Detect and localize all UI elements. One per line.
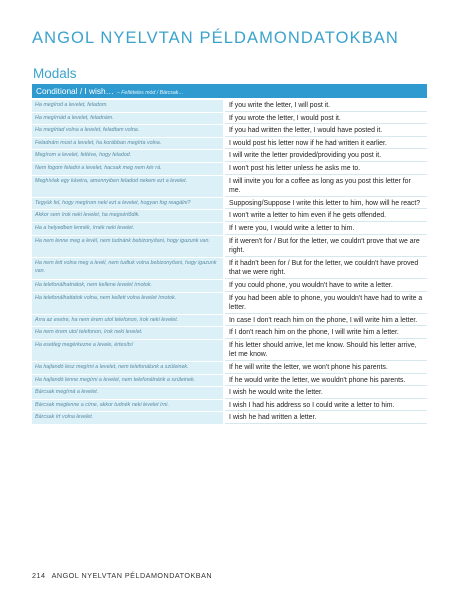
hungarian-sentence: Tegyük fel, hogy megírom neki ezt a levelet, hogyan fog reagálni? <box>32 198 223 210</box>
table-row <box>32 113 427 125</box>
hungarian-sentence: Bárcsak meglenne a címe, akkor tudnék neki levelet írni. <box>32 400 223 412</box>
table-row <box>32 176 427 197</box>
hungarian-sentence: Ha megírtad volna a levelet, feladtam volna. <box>32 125 223 137</box>
hungarian-sentence: Ha megírnád a levelet, feladnám. <box>32 113 223 125</box>
english-sentence: In case I don't reach him on the phone, I will write him a letter. <box>225 315 427 327</box>
example-table <box>32 84 427 425</box>
hungarian-sentence: Nem fogom feladni a levelet, hacsak meg nem kér rá. <box>32 163 223 175</box>
english-sentence: If you had written the letter, I would have posted it. <box>225 125 427 137</box>
hungarian-sentence: Bárcsak írt volna levelet. <box>32 412 223 424</box>
table-row <box>32 100 427 112</box>
table-row <box>32 150 427 162</box>
english-sentence: I wish he would write the letter. <box>225 387 427 399</box>
table-row <box>32 412 427 424</box>
table-row <box>32 340 427 361</box>
table-header-subtitle: – Feltételes mód / Bárcsak… <box>116 90 184 96</box>
english-sentence: I will invite you for a coffee as long as you post this letter for me. <box>225 176 427 197</box>
table-row <box>32 375 427 387</box>
english-sentence: I won't write a letter to him even if he gets offended. <box>225 210 427 222</box>
table-row <box>32 210 427 222</box>
english-sentence: I won't post his letter unless he asks me to. <box>225 163 427 175</box>
page-title: ANGOL NYELVTAN PÉLDAMONDATOKBAN <box>32 29 399 47</box>
table-row <box>32 293 427 314</box>
table-row <box>32 236 427 257</box>
page-footer <box>32 571 212 580</box>
table-body <box>32 100 427 424</box>
table-row <box>32 258 427 279</box>
hungarian-sentence: Ha telefonálhattatok volna, nem kellett volna levelet írnotok. <box>32 293 223 314</box>
hungarian-sentence: Arra az esetre, ha nem érem utol telefonon, írok neki levelet. <box>32 315 223 327</box>
english-sentence: If you write the letter, I will post it. <box>225 100 427 112</box>
hungarian-sentence: Feladnám most a levelet, ha korábban megírta volna. <box>32 138 223 150</box>
hungarian-sentence: Ha esetleg megérkezne a levele, értesíts! <box>32 340 223 361</box>
table-row <box>32 400 427 412</box>
english-sentence: I will write the letter provided/providing you post it. <box>225 150 427 162</box>
table-row <box>32 387 427 399</box>
hungarian-sentence: Ha nem érem utol telefonon, írok neki levelet. <box>32 327 223 339</box>
english-sentence: If you wrote the letter, I would post it. <box>225 113 427 125</box>
english-sentence: If it weren't for / But for the letter, we couldn't prove that we are right. <box>225 236 427 257</box>
table-header-title: Conditional / I wish… <box>36 86 114 96</box>
hungarian-sentence: Ha hajlandó lesz megírni a levelet, nem telefonálunk a szüleinek. <box>32 362 223 374</box>
english-sentence: If I don't reach him on the phone, I will write him a letter. <box>225 327 427 339</box>
table-header <box>32 84 427 98</box>
hungarian-sentence: Akkor sem írok neki levelet, ha megsértődik. <box>32 210 223 222</box>
table-row <box>32 198 427 210</box>
english-sentence: I wish I had his address so I could write a letter to him. <box>225 400 427 412</box>
english-sentence: I wish he had written a letter. <box>225 412 427 424</box>
table-row <box>32 315 427 327</box>
english-sentence: I would post his letter now if he had written it earlier. <box>225 138 427 150</box>
running-title: ANGOL NYELVTAN PÉLDAMONDATOKBAN <box>51 571 213 580</box>
hungarian-sentence: Ha nem lett volna meg a levél, nem tudtuk volna bebizonyítani, hogy igazunk van. <box>32 258 223 279</box>
hungarian-sentence: Ha nem lenne meg a levél, nem tudnánk bebizonyítani, hogy igazunk van. <box>32 236 223 257</box>
table-row <box>32 125 427 137</box>
english-sentence: If you had been able to phone, you wouldn't have had to write a letter. <box>225 293 427 314</box>
english-sentence: If his letter should arrive, let me know. Should his letter arrive, let me know. <box>225 340 427 361</box>
english-sentence: If you could phone, you wouldn't have to write a letter. <box>225 280 427 292</box>
table-row <box>32 163 427 175</box>
hungarian-sentence: Meghívlak egy kávéra, amennyiben feladod nekem ezt a levelet. <box>32 176 223 197</box>
hungarian-sentence: Megírom a levelet, feltéve, hogy feladod. <box>32 150 223 162</box>
english-sentence: If he would write the letter, we wouldn't phone his parents. <box>225 375 427 387</box>
english-sentence: If he will write the letter, we won't phone his parents. <box>225 362 427 374</box>
table-row <box>32 327 427 339</box>
hungarian-sentence: Bárcsak megírná a levelet. <box>32 387 223 399</box>
table-row <box>32 280 427 292</box>
english-sentence: If I were you, I would write a letter to him. <box>225 223 427 235</box>
table-row <box>32 223 427 235</box>
table-row <box>32 138 427 150</box>
page-number: 214 <box>32 571 46 580</box>
english-sentence: Supposing/Suppose I write this letter to him, how will he react? <box>225 198 427 210</box>
hungarian-sentence: Ha hajlandó lenne megírni a levelet, nem telefonálnánk a szüleinek. <box>32 375 223 387</box>
english-sentence: If it hadn't been for / But for the letter, we couldn't have proved that we were right. <box>225 258 427 279</box>
hungarian-sentence: Ha a helyedben lennék, írnék neki levelet. <box>32 223 223 235</box>
section-title: Modals <box>33 66 77 81</box>
hungarian-sentence: Ha megírod a levelet, feladom. <box>32 100 223 112</box>
table-row <box>32 362 427 374</box>
hungarian-sentence: Ha telefonálhatnátok, nem kellene levelet írnotok. <box>32 280 223 292</box>
